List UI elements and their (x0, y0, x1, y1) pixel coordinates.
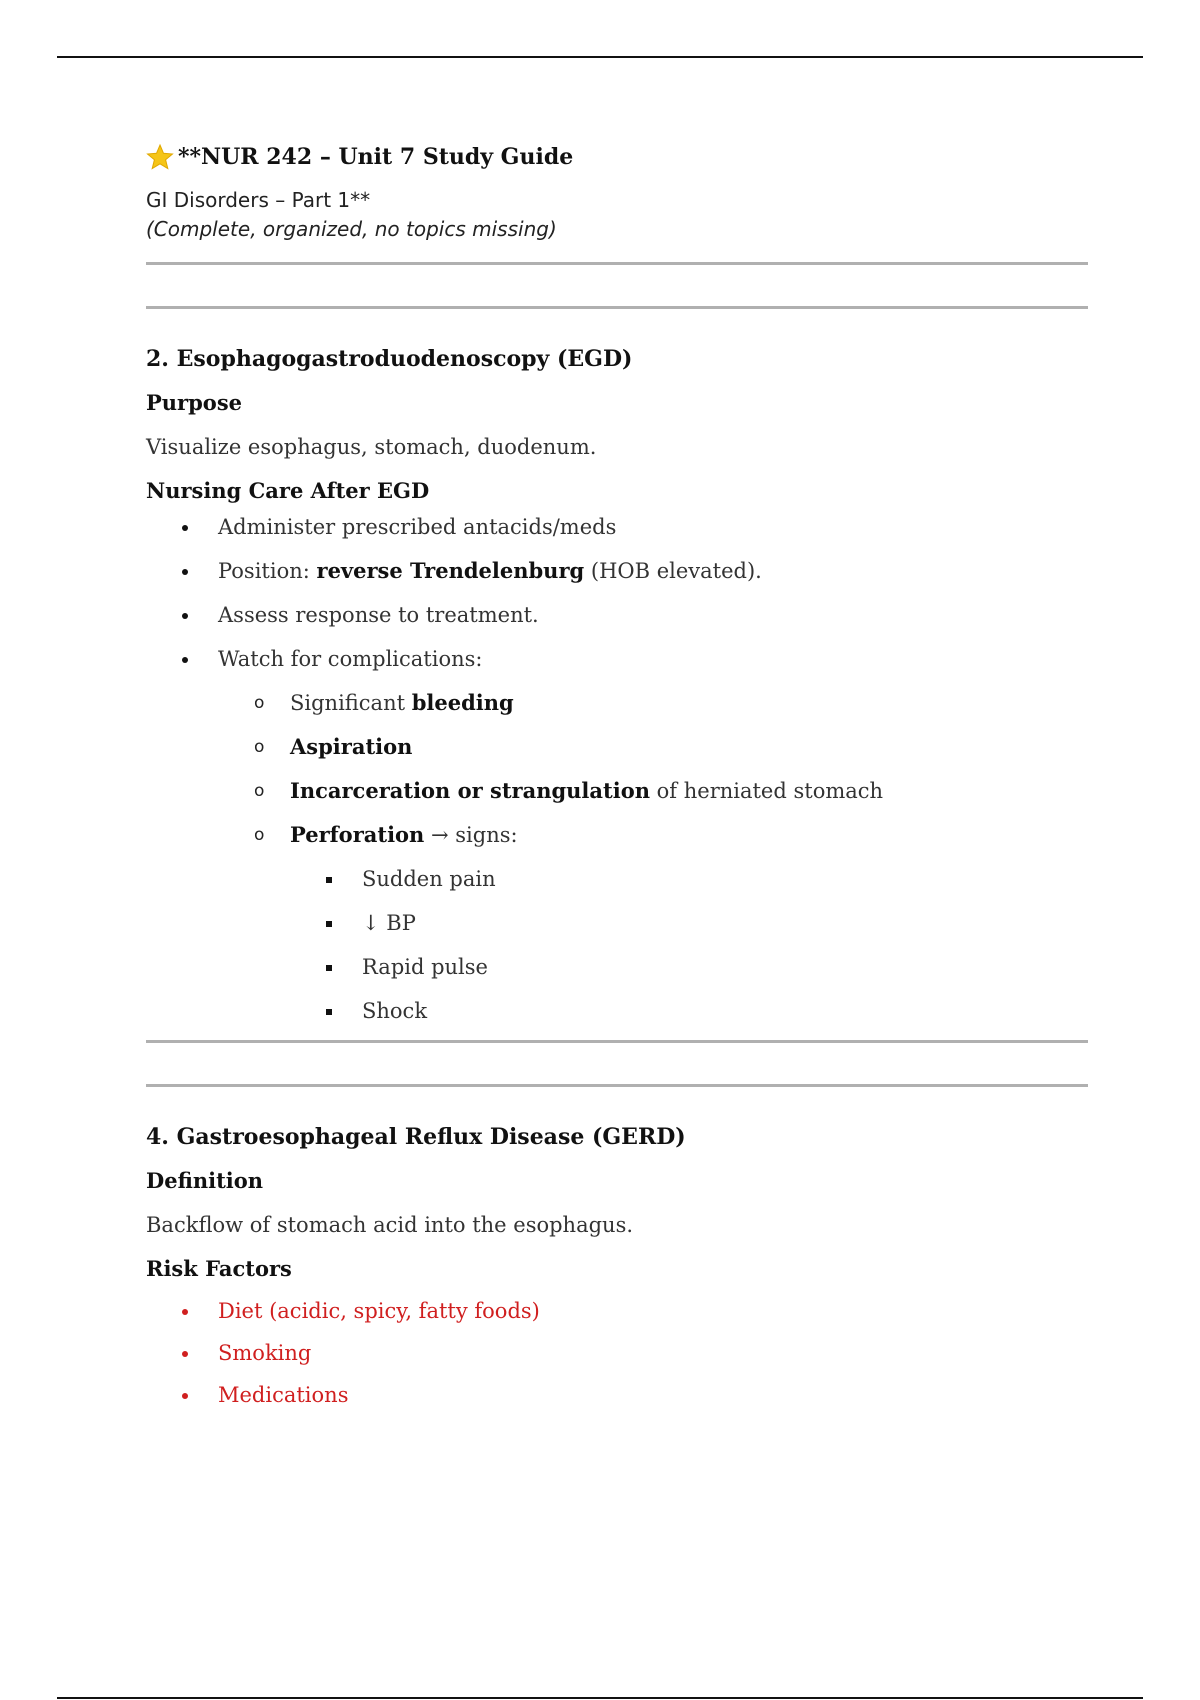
list-item: Smoking (146, 1338, 1088, 1368)
list-item (146, 512, 1088, 542)
list-item (146, 644, 1088, 1026)
divider (146, 1040, 1088, 1043)
page-bottom-rule (57, 1697, 1143, 1699)
list-item (146, 556, 1088, 586)
list-item: Rapid pulse (290, 952, 1088, 982)
divider (146, 306, 1088, 309)
list-item-text: Watch for complications: (218, 647, 483, 671)
list-item (218, 820, 1088, 1026)
list-item: Shock (290, 996, 1088, 1026)
list-item-text: Position: (218, 559, 317, 583)
list-item-bold: bleeding (411, 690, 514, 715)
list-item (146, 600, 1088, 630)
list-item-text: → signs: (424, 823, 518, 847)
risk-factors-heading: Risk Factors (146, 1256, 292, 1281)
list-item-bold: Aspiration (290, 734, 413, 759)
list-item: Diet (acidic, spicy, fatty foods) (146, 1296, 1088, 1326)
purpose-text: Visualize esophagus, stomach, duodenum. (146, 435, 597, 459)
list-item-text: Administer prescribed antacids/meds (218, 515, 617, 539)
list-item (218, 776, 1088, 806)
list-item-bold: Perforation (290, 822, 425, 847)
title-text: **NUR 242 – Unit 7 Study Guide (178, 144, 574, 170)
star-icon (146, 143, 174, 171)
list-item (218, 688, 1088, 718)
page-top-rule (57, 56, 1143, 58)
list-item-text: Assess response to treatment. (218, 603, 539, 627)
section-heading-egd: 2. Esophagogastroduodenoscopy (EGD) (146, 346, 633, 372)
subtitle: GI Disorders – Part 1** (146, 188, 371, 212)
list-item-bold: Incarceration or strangulation (290, 778, 650, 803)
divider (146, 1084, 1088, 1087)
nursing-care-list (146, 512, 1088, 1026)
section-heading-gerd: 4. Gastroesophageal Reflux Disease (GERD) (146, 1124, 686, 1150)
definition-text: Backflow of stomach acid into the esophagus. (146, 1213, 634, 1237)
list-item-text: (HOB elevated). (584, 559, 762, 583)
list-item: Sudden pain (290, 864, 1088, 894)
perforation-signs-list (290, 864, 1088, 1026)
divider (146, 262, 1088, 265)
list-item: Medications (146, 1380, 1088, 1410)
risk-factors-list (146, 1296, 1088, 1410)
list-item (218, 732, 1088, 762)
nursing-care-heading: Nursing Care After EGD (146, 478, 430, 503)
document-body (146, 140, 1088, 1410)
list-item-text: Significant (290, 691, 412, 715)
complications-list (218, 688, 1088, 1026)
list-item-bold: reverse Trendelenburg (316, 558, 585, 583)
purpose-heading: Purpose (146, 390, 242, 415)
list-item-text: of herniated stomach (649, 779, 884, 803)
definition-heading: Definition (146, 1168, 264, 1193)
subtitle-note: (Complete, organized, no topics missing) (146, 217, 557, 241)
page-title (146, 140, 1088, 174)
list-item: ↓ BP (290, 908, 1088, 938)
